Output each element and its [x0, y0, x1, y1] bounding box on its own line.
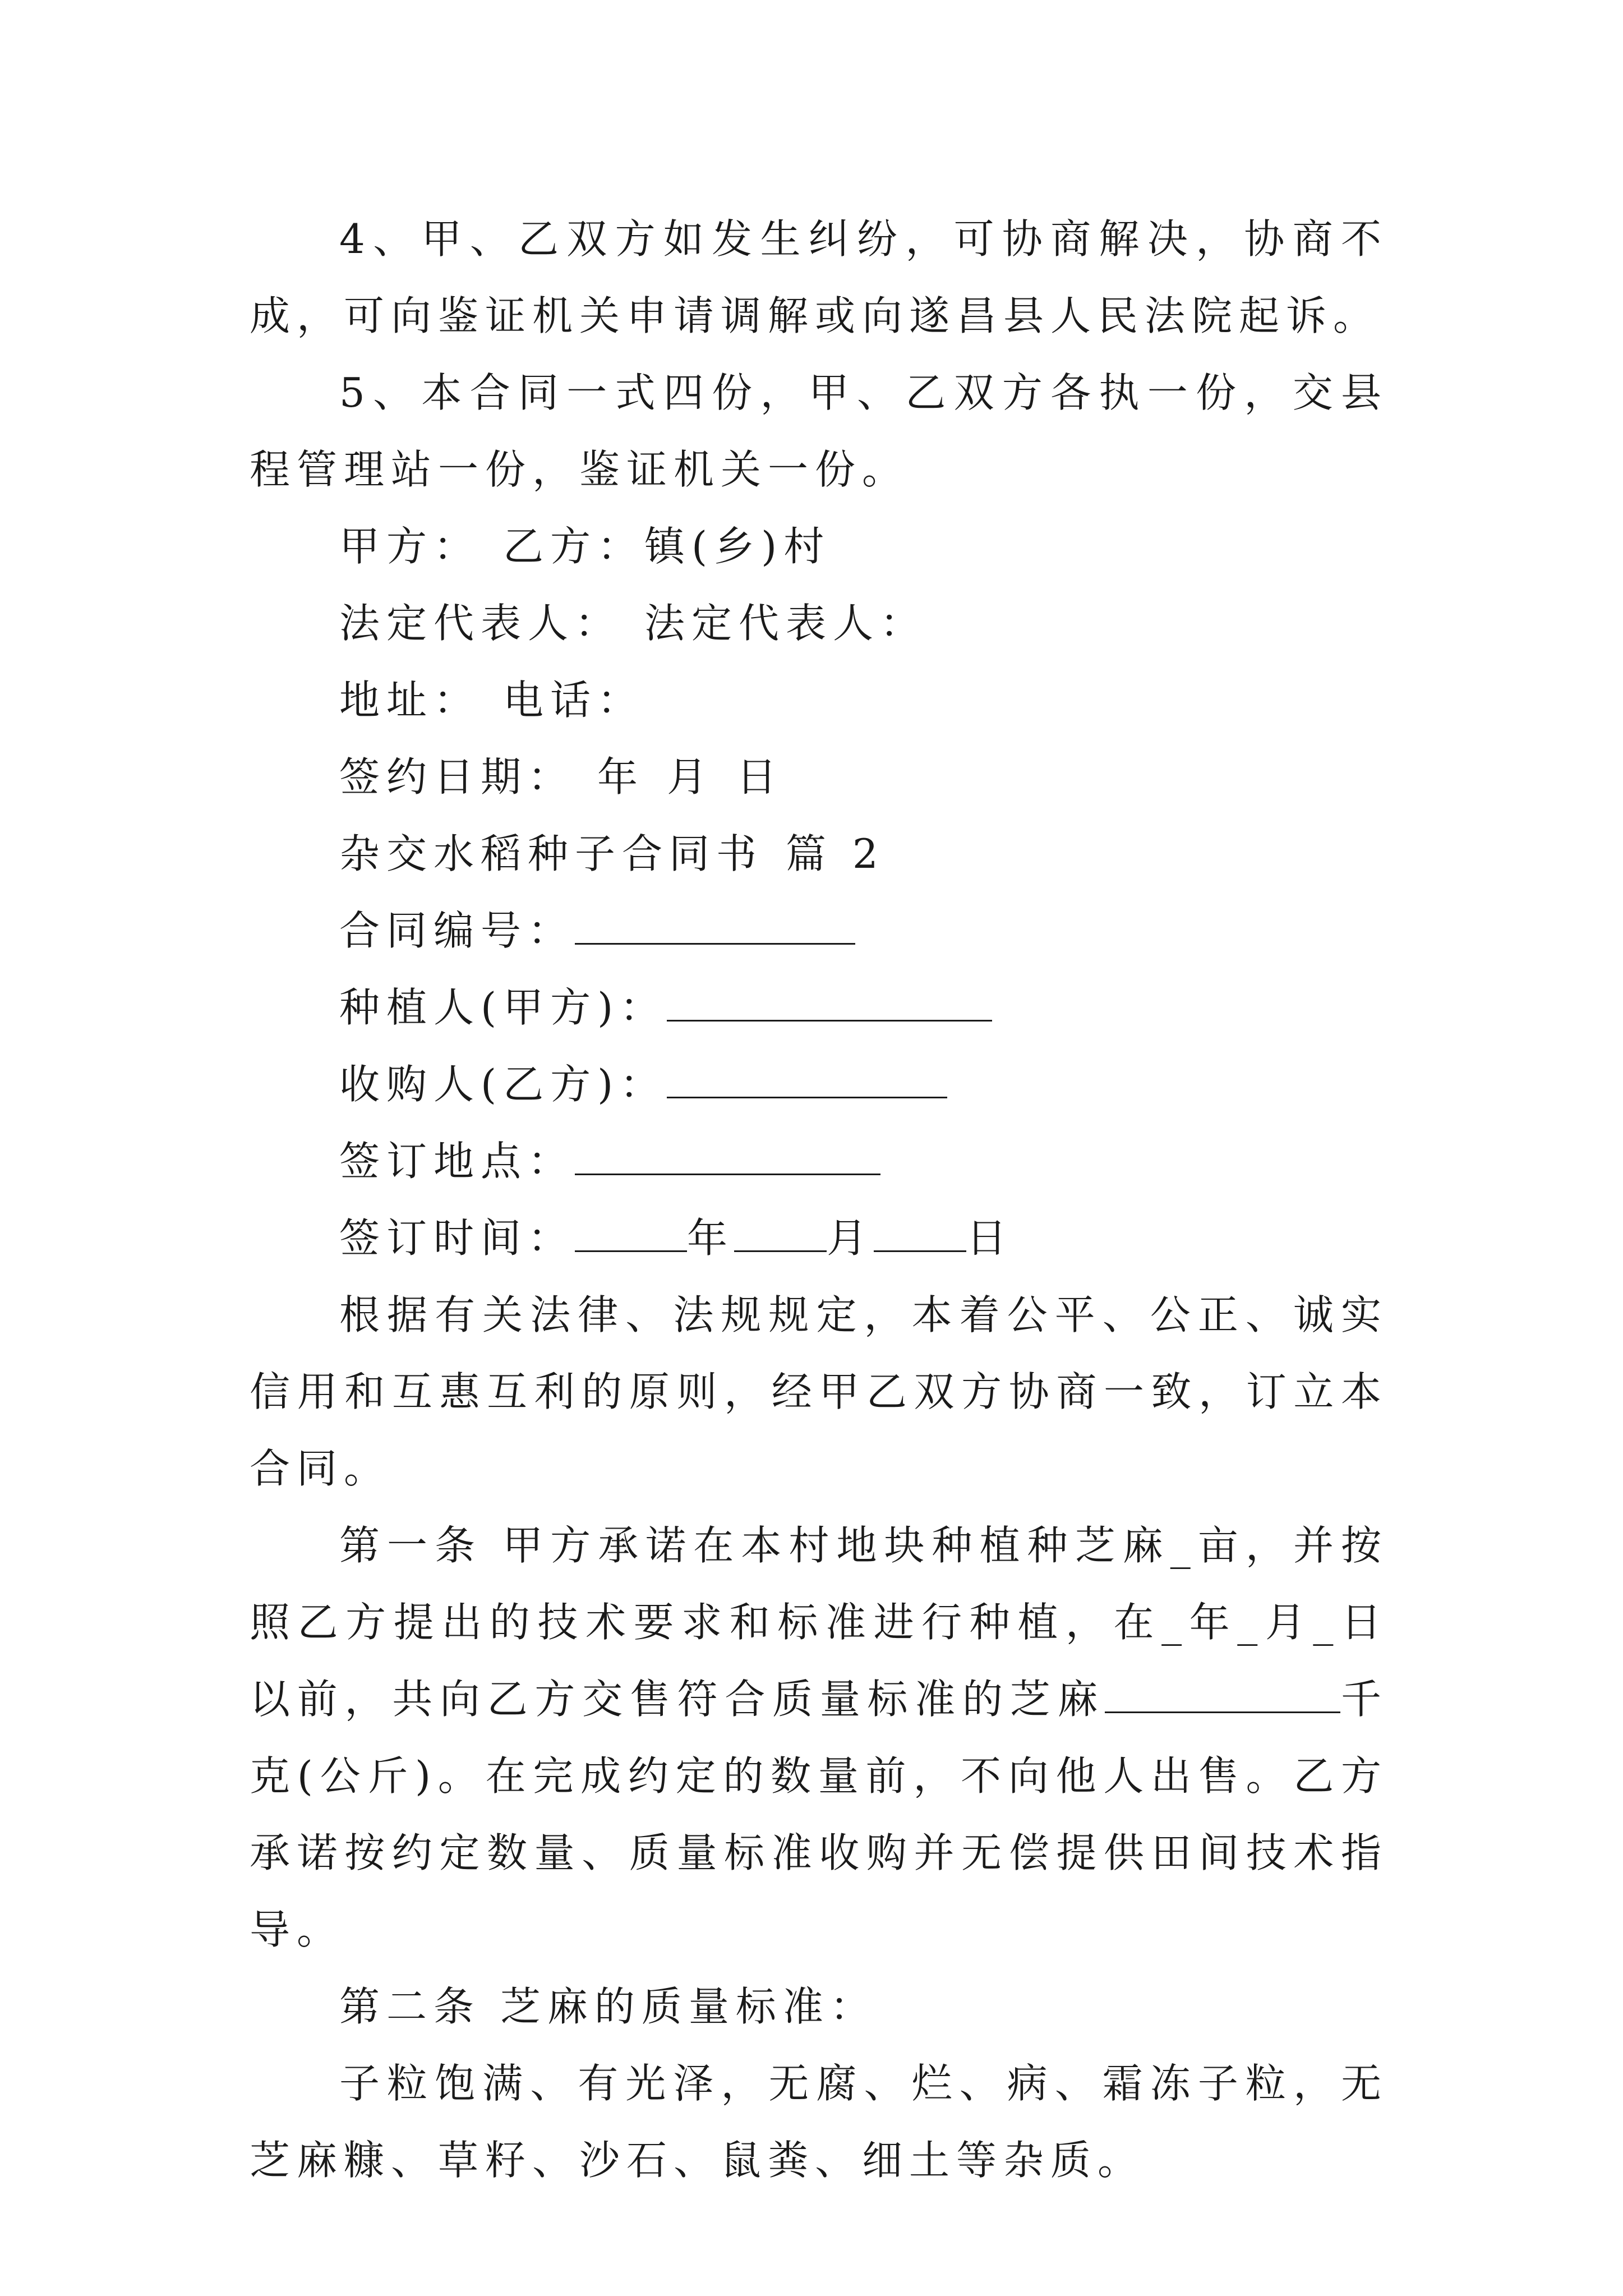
sign-date-line	[250, 739, 1388, 816]
buyer-blank	[667, 1062, 947, 1098]
time-year: 年	[687, 1214, 735, 1262]
address-line	[250, 662, 1388, 739]
sign-date-day: 日	[736, 753, 784, 800]
preamble: 根据有关法律、法规规定，本着公平、公正、诚实信用和互惠互利的原则，经甲乙双方协商一致，订立本合同。	[250, 1291, 1388, 1492]
rep-b-label: 法定代表人：	[644, 600, 928, 647]
grower-label: 种植人(甲方)：	[339, 984, 667, 1031]
buyer-line	[250, 1046, 1388, 1123]
time-month: 月	[827, 1214, 874, 1262]
time-day: 日	[966, 1214, 1014, 1262]
quality-standard: 子粒饱满、有光泽，无腐、烂、病、霜冻子粒，无芝麻糠、草籽、沙石、鼠粪、细土等杂质。	[250, 2060, 1388, 2184]
buyer-label: 收购人(乙方)：	[339, 1061, 667, 1108]
time-day-blank	[874, 1216, 966, 1252]
article-2: 第二条 芝麻的质量标准：	[339, 1983, 877, 2030]
article-1-quantity-blank	[1105, 1677, 1340, 1713]
time-year-blank	[575, 1216, 687, 1252]
sign-date-label: 签约日期：	[339, 753, 575, 800]
clause-4: 4、甲、乙双方如发生纠纷，可协商解决，协商不成，可向鉴证机关申请调解或向遂昌县人民法院起诉。	[250, 215, 1388, 339]
party-line	[250, 508, 1388, 585]
article-1-part-b: 千克(公斤)。在完成约定的数量前，不向他人出售。乙方承诺按约定数量、质量标准收购并无偿提供田间技术指导。	[250, 1676, 1388, 1953]
sign-date-month: 月	[667, 753, 714, 800]
sign-date-year: 年	[597, 753, 645, 800]
grower-blank	[667, 985, 992, 1022]
representative-line	[250, 585, 1388, 662]
address-label: 地址：	[339, 677, 481, 724]
contract-no-line	[250, 892, 1388, 969]
rep-a-label: 法定代表人：	[339, 600, 623, 647]
place-line	[250, 1123, 1388, 1200]
place-label: 签订地点：	[339, 1138, 575, 1185]
grower-line	[250, 969, 1388, 1046]
article-1	[250, 1507, 1388, 1968]
time-line	[250, 1200, 1388, 1277]
contract-no-label: 合同编号：	[339, 907, 575, 954]
place-blank	[575, 1139, 880, 1175]
section-heading	[250, 816, 1388, 892]
article-1-part-a: 第一条 甲方承诺在本村地块种植种芝麻_亩，并按照乙方提出的技术要求和标准进行种植，在_年_月_日以前，共向乙方交售符合质量标准的芝麻	[250, 1522, 1388, 1723]
section-title: 杂交水稻种子合同书	[339, 830, 764, 877]
contract-no-blank	[575, 908, 855, 945]
clause-5: 5、本合同一式四份，甲、乙双方各执一份，交县程管理站一份，鉴证机关一份。	[250, 369, 1388, 493]
phone-label: 电话：	[503, 677, 645, 724]
party-b-label: 乙方：镇(乡)村	[503, 523, 831, 570]
document-body	[250, 201, 1388, 2199]
time-month-blank	[734, 1216, 827, 1252]
section-part: 篇 2	[786, 830, 885, 877]
time-label: 签订时间：	[339, 1214, 575, 1262]
party-a-label: 甲方：	[339, 523, 481, 570]
